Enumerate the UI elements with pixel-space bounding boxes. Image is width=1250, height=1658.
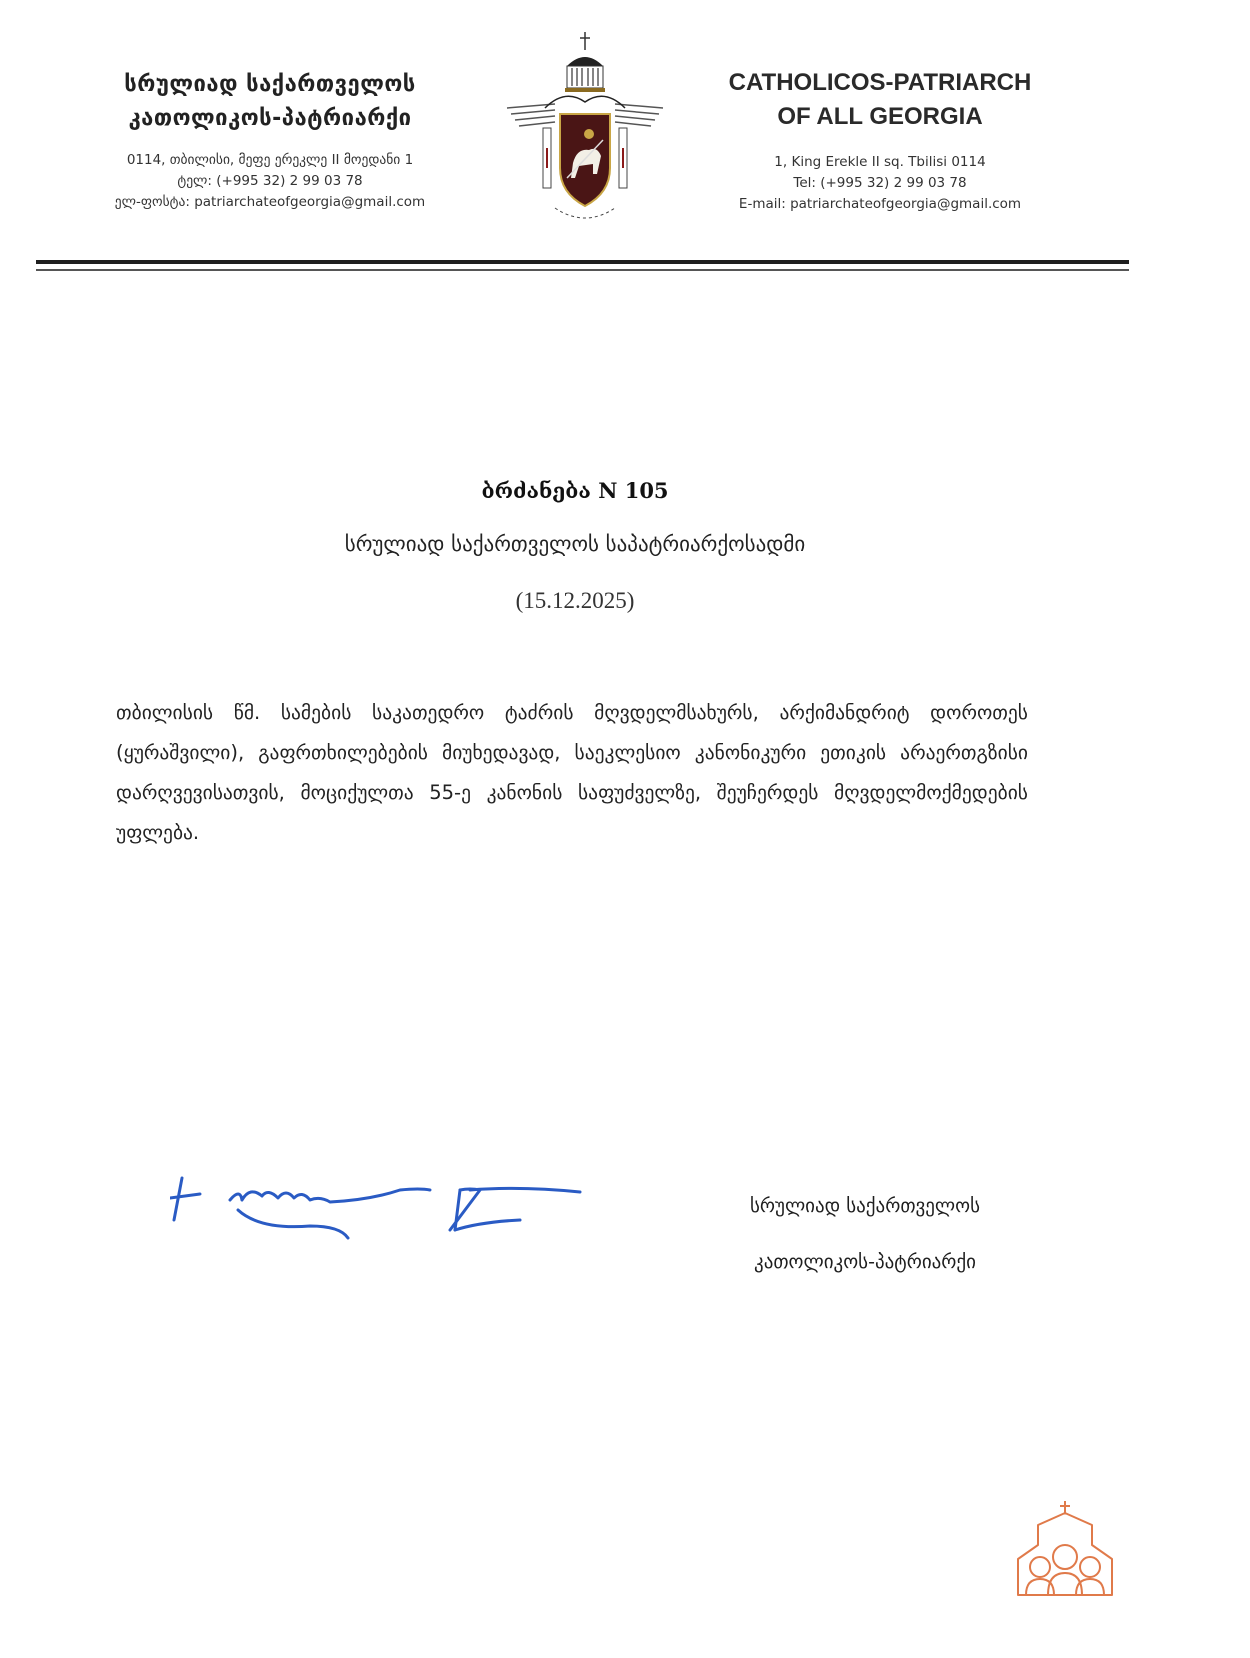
header-english-phone: Tel: (+995 32) 2 99 03 78 xyxy=(793,175,967,191)
header-english-name-line1: CATHOLICOS-PATRIARCH xyxy=(728,69,1032,96)
document-title: ბრძანება N 105 xyxy=(481,478,669,503)
header-georgian-name-line1: სრულიად საქართველოს xyxy=(124,72,416,97)
header-english xyxy=(690,66,1070,215)
header-english-email: E-mail: patriarchateofgeorgia@gmail.com xyxy=(738,196,1022,212)
handwritten-signature xyxy=(170,1160,600,1250)
church-community-icon xyxy=(1010,1495,1120,1605)
document-date: (15.12.2025) xyxy=(515,588,635,613)
header-georgian xyxy=(60,68,480,213)
header-divider-thin xyxy=(36,269,1129,271)
header-georgian-email: ელ-ფოსტა: patriarchateofgeorgia@gmail.com xyxy=(114,194,426,210)
header-georgian-phone: ტელ: (+995 32) 2 99 03 78 xyxy=(177,173,363,189)
patriarchate-coat-of-arms-icon xyxy=(505,28,665,233)
signatory-title xyxy=(690,1178,1040,1290)
signatory-title-line1: სრულიად საქართველოს xyxy=(749,1195,981,1217)
document-subtitle: სრულიად საქართველოს საპატრიარქოსადმი xyxy=(344,532,806,556)
header-georgian-name-line2: კათოლიკოს-პატრიარქი xyxy=(128,106,412,131)
header-divider-thick xyxy=(36,260,1129,264)
header-english-name-line2: OF ALL GEORGIA xyxy=(777,103,983,130)
header-georgian-address: 0114, თბილისი, მეფე ერეკლე II მოედანი 1 xyxy=(126,152,414,168)
header-english-address: 1, King Erekle II sq. Tbilisi 0114 xyxy=(774,154,986,170)
document-body: თბილისის წმ. სამების საკათედრო ტაძრის მღვდელმსახურს, არქიმანდრიტ დოროთეს (ყურაშვილი), გაფრთხილებების მიუხედავად, საეკლესიო კანონიკური ეთიკის არაერთგზისი დარღვევისათვის, მოციქულთა 55-ე კანონის საფუძველზე, შეუჩერდეს მღვდელმოქმედების უფლება. xyxy=(116,701,1028,844)
signatory-title-line2: კათოლიკოს-პატრიარქი xyxy=(754,1251,976,1273)
